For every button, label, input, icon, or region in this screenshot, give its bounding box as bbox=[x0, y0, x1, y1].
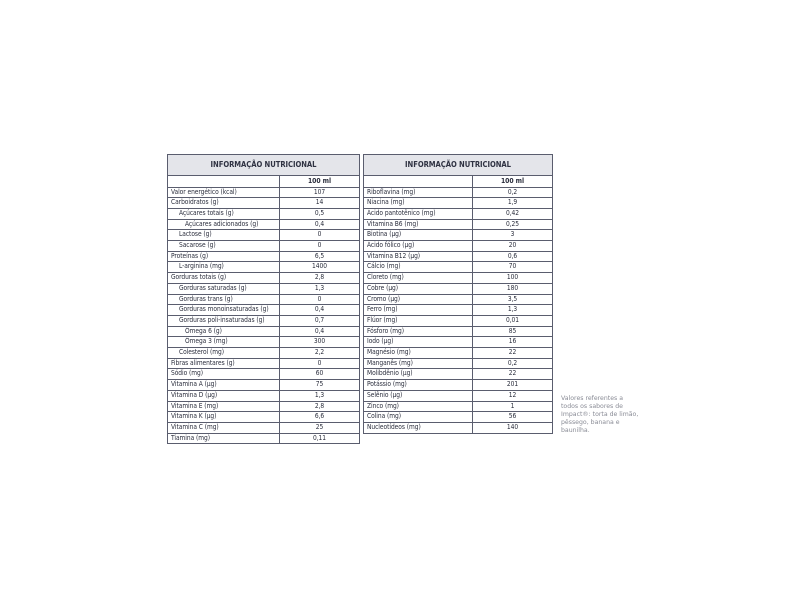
table-row bbox=[364, 208, 553, 219]
nutrient-label: Cloreto (mg) bbox=[364, 273, 473, 284]
table-row bbox=[364, 251, 553, 262]
nutrient-value: 201 bbox=[473, 380, 553, 391]
nutrient-label: Valor energético (kcal) bbox=[168, 187, 280, 198]
nutrient-value: 0 bbox=[280, 230, 360, 241]
nutrient-value: 0,5 bbox=[280, 208, 360, 219]
nutrient-value: 0 bbox=[280, 358, 360, 369]
table-row bbox=[364, 273, 553, 284]
nutrient-value: 0,4 bbox=[280, 305, 360, 316]
nutrient-value: 0,42 bbox=[473, 208, 553, 219]
footnote-line: pêssego, banana e bbox=[561, 419, 620, 426]
nutrient-value: 0,4 bbox=[280, 219, 360, 230]
footnote-line: todos os sabores de bbox=[561, 403, 623, 410]
nutrient-label: Colina (mg) bbox=[364, 412, 473, 423]
table-title: INFORMAÇÃO NUTRICIONAL bbox=[168, 155, 360, 176]
nutrient-label: Potássio (mg) bbox=[364, 380, 473, 391]
table-row bbox=[168, 208, 360, 219]
nutrient-value: 60 bbox=[280, 369, 360, 380]
nutrient-value: 1 bbox=[473, 401, 553, 412]
table-row bbox=[364, 315, 553, 326]
table-row bbox=[168, 380, 360, 391]
nutrition-table-left bbox=[167, 154, 360, 444]
nutrient-label: Gorduras monoinsaturadas (g) bbox=[168, 305, 280, 316]
nutrient-label: Cálcio (mg) bbox=[364, 262, 473, 273]
table-row bbox=[168, 422, 360, 433]
unit-header: 100 ml bbox=[280, 176, 360, 188]
table-row bbox=[364, 262, 553, 273]
nutrient-label: Gorduras totais (g) bbox=[168, 273, 280, 284]
nutrient-value: 1400 bbox=[280, 262, 360, 273]
table-row bbox=[168, 283, 360, 294]
nutrient-value: 0,11 bbox=[280, 433, 360, 444]
table-row bbox=[168, 401, 360, 412]
footnote-line: Impact®: torta de limão, bbox=[561, 411, 639, 418]
nutrient-value: 0,25 bbox=[473, 219, 553, 230]
header-blank-cell bbox=[168, 176, 280, 188]
unit-header: 100 ml bbox=[473, 176, 553, 188]
nutrient-label: Iodo (µg) bbox=[364, 337, 473, 348]
table-row bbox=[364, 369, 553, 380]
table-row bbox=[168, 230, 360, 241]
table-row bbox=[364, 294, 553, 305]
nutrient-label: Ácido fólico (µg) bbox=[364, 241, 473, 252]
nutrient-value: 3,5 bbox=[473, 294, 553, 305]
table-row bbox=[364, 283, 553, 294]
nutrient-value: 1,3 bbox=[280, 390, 360, 401]
nutrient-value: 6,6 bbox=[280, 412, 360, 423]
table-row bbox=[364, 198, 553, 209]
nutrient-label: Lactose (g) bbox=[168, 230, 280, 241]
nutrient-value: 1,9 bbox=[473, 198, 553, 209]
nutrient-label: Ácido pantotênico (mg) bbox=[364, 208, 473, 219]
table-row bbox=[168, 241, 360, 252]
table-row bbox=[168, 412, 360, 423]
nutrient-value: 70 bbox=[473, 262, 553, 273]
nutrient-label: Vitamina E (mg) bbox=[168, 401, 280, 412]
nutrient-label: Molibdênio (µg) bbox=[364, 369, 473, 380]
nutrient-label: Gorduras poli-insaturadas (g) bbox=[168, 315, 280, 326]
nutrient-label: Ômega 6 (g) bbox=[168, 326, 280, 337]
nutrient-label: Ferro (mg) bbox=[364, 305, 473, 316]
nutrient-label: Biotina (µg) bbox=[364, 230, 473, 241]
nutrient-label: Carboidratos (g) bbox=[168, 198, 280, 209]
nutrient-value: 25 bbox=[280, 422, 360, 433]
table-row bbox=[168, 390, 360, 401]
nutrient-label: Ômega 3 (mg) bbox=[168, 337, 280, 348]
table-body bbox=[168, 187, 360, 444]
table-row bbox=[364, 241, 553, 252]
nutrient-label: L-arginina (mg) bbox=[168, 262, 280, 273]
nutrient-value: 56 bbox=[473, 412, 553, 423]
table-row bbox=[364, 337, 553, 348]
nutrient-value: 0,2 bbox=[473, 358, 553, 369]
table-row bbox=[168, 369, 360, 380]
nutrient-value: 0,7 bbox=[280, 315, 360, 326]
footnote-line: Valores referentes a bbox=[561, 395, 624, 402]
nutrient-value: 16 bbox=[473, 337, 553, 348]
nutrient-value: 0,6 bbox=[473, 251, 553, 262]
nutrient-label: Sódio (mg) bbox=[168, 369, 280, 380]
nutrient-label: Sacarose (g) bbox=[168, 241, 280, 252]
table-row bbox=[168, 262, 360, 273]
table-row bbox=[168, 251, 360, 262]
nutrient-label: Açúcares totais (g) bbox=[168, 208, 280, 219]
nutrient-label: Gorduras saturadas (g) bbox=[168, 283, 280, 294]
table-row bbox=[364, 412, 553, 423]
nutrient-value: 180 bbox=[473, 283, 553, 294]
table-body bbox=[364, 187, 553, 433]
nutrient-value: 2,8 bbox=[280, 273, 360, 284]
nutrient-label: Tiamina (mg) bbox=[168, 433, 280, 444]
nutrient-label: Vitamina B6 (mg) bbox=[364, 219, 473, 230]
nutrient-value: 1,3 bbox=[280, 283, 360, 294]
table-row bbox=[364, 230, 553, 241]
nutrient-label: Niacina (mg) bbox=[364, 198, 473, 209]
nutrient-label: Colesterol (mg) bbox=[168, 348, 280, 359]
table-row bbox=[168, 433, 360, 444]
table-row bbox=[364, 401, 553, 412]
table-row bbox=[168, 337, 360, 348]
nutrient-value: 107 bbox=[280, 187, 360, 198]
table-row bbox=[168, 326, 360, 337]
nutrient-value: 0,4 bbox=[280, 326, 360, 337]
table-row bbox=[364, 187, 553, 198]
nutrient-label: Vitamina B12 (µg) bbox=[364, 251, 473, 262]
nutrient-value: 2,8 bbox=[280, 401, 360, 412]
table-row bbox=[364, 348, 553, 359]
table-row bbox=[364, 422, 553, 433]
nutrient-value: 1,3 bbox=[473, 305, 553, 316]
nutrition-table-right bbox=[363, 154, 553, 434]
nutrient-value: 0,01 bbox=[473, 315, 553, 326]
table-row bbox=[364, 358, 553, 369]
table-row bbox=[168, 219, 360, 230]
table-row bbox=[168, 348, 360, 359]
nutrient-value: 22 bbox=[473, 369, 553, 380]
nutrient-label: Manganês (mg) bbox=[364, 358, 473, 369]
nutrient-label: Vitamina A (µg) bbox=[168, 380, 280, 391]
footnote bbox=[561, 395, 641, 435]
nutrient-value: 0 bbox=[280, 294, 360, 305]
table-row bbox=[364, 326, 553, 337]
nutrient-value: 140 bbox=[473, 422, 553, 433]
nutrient-value: 75 bbox=[280, 380, 360, 391]
nutrient-value: 20 bbox=[473, 241, 553, 252]
nutrient-label: Vitamina D (µg) bbox=[168, 390, 280, 401]
footnote-line: baunilha. bbox=[561, 427, 590, 434]
table-row bbox=[364, 219, 553, 230]
nutrient-value: 0 bbox=[280, 241, 360, 252]
nutrient-label: Açúcares adicionados (g) bbox=[168, 219, 280, 230]
table-row bbox=[364, 305, 553, 316]
table-row bbox=[364, 380, 553, 391]
nutrient-value: 2,2 bbox=[280, 348, 360, 359]
nutrient-label: Fósforo (mg) bbox=[364, 326, 473, 337]
nutrient-label: Vitamina K (µg) bbox=[168, 412, 280, 423]
nutrient-value: 14 bbox=[280, 198, 360, 209]
nutrient-value: 3 bbox=[473, 230, 553, 241]
nutrient-value: 300 bbox=[280, 337, 360, 348]
table-title: INFORMAÇÃO NUTRICIONAL bbox=[364, 155, 553, 176]
table-row bbox=[168, 305, 360, 316]
nutrient-label: Cromo (µg) bbox=[364, 294, 473, 305]
nutrient-value: 0,2 bbox=[473, 187, 553, 198]
nutrient-label: Proteínas (g) bbox=[168, 251, 280, 262]
nutrient-label: Vitamina C (mg) bbox=[168, 422, 280, 433]
nutrient-value: 6,5 bbox=[280, 251, 360, 262]
nutrient-label: Nucleotídeos (mg) bbox=[364, 422, 473, 433]
table-row bbox=[168, 294, 360, 305]
nutrient-value: 22 bbox=[473, 348, 553, 359]
nutrient-value: 100 bbox=[473, 273, 553, 284]
nutrient-value: 12 bbox=[473, 390, 553, 401]
table-row bbox=[168, 315, 360, 326]
nutrient-label: Selênio (µg) bbox=[364, 390, 473, 401]
nutrient-label: Zinco (mg) bbox=[364, 401, 473, 412]
nutrient-label: Gorduras trans (g) bbox=[168, 294, 280, 305]
table-row bbox=[168, 358, 360, 369]
nutrient-label: Riboflavina (mg) bbox=[364, 187, 473, 198]
nutrient-label: Cobre (µg) bbox=[364, 283, 473, 294]
table-row bbox=[168, 198, 360, 209]
nutrient-label: Magnésio (mg) bbox=[364, 348, 473, 359]
header-blank-cell bbox=[364, 176, 473, 188]
nutrient-label: Flúor (mg) bbox=[364, 315, 473, 326]
table-row bbox=[168, 273, 360, 284]
table-row bbox=[168, 187, 360, 198]
nutrient-value: 85 bbox=[473, 326, 553, 337]
nutrient-label: Fibras alimentares (g) bbox=[168, 358, 280, 369]
table-row bbox=[364, 390, 553, 401]
